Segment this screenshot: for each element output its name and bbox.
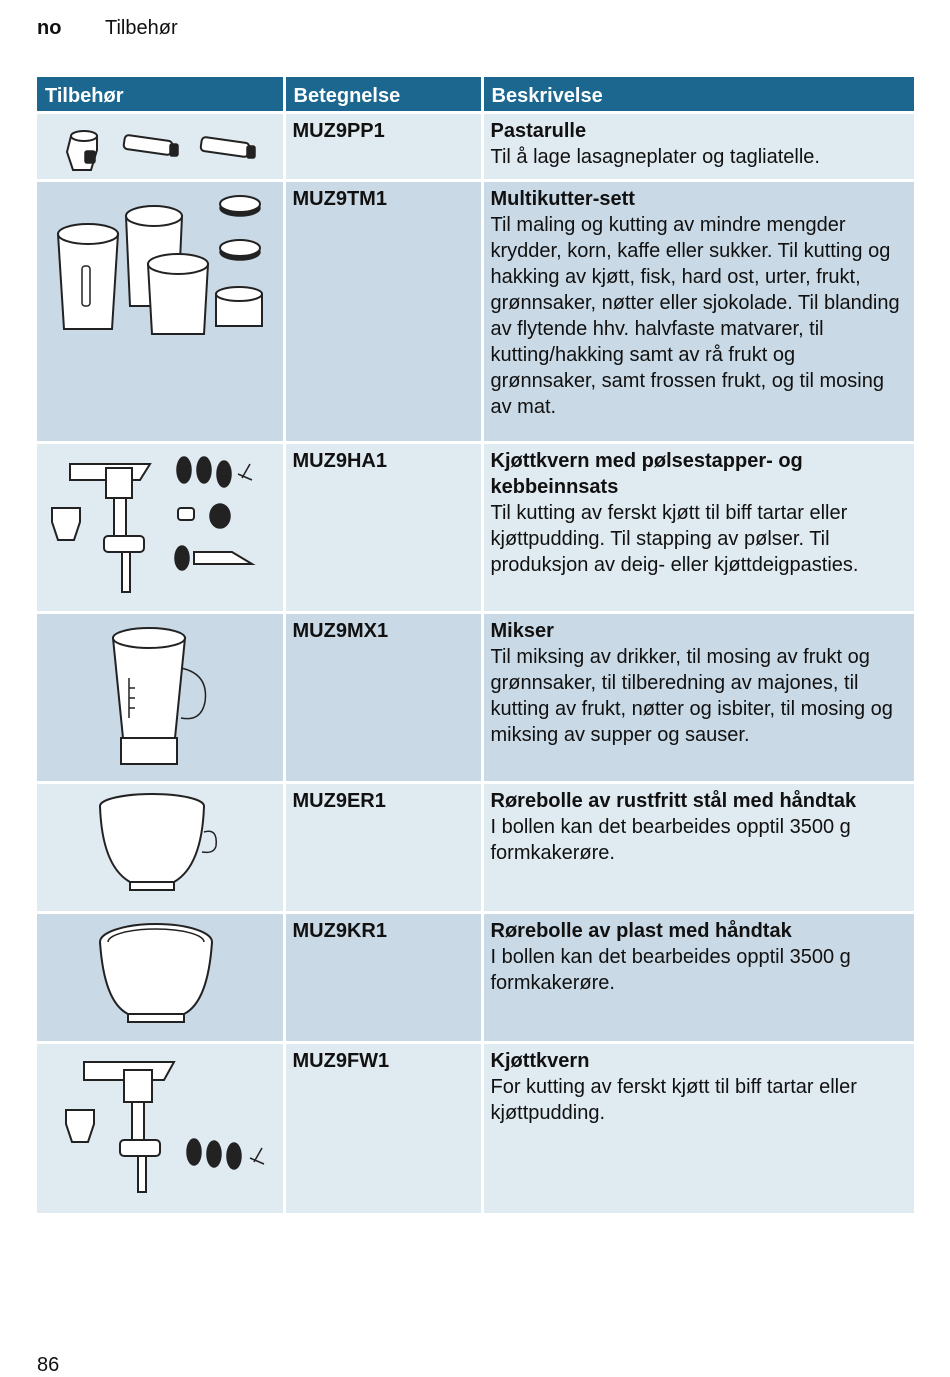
row-name: Rørebolle av plast med håndtak (490, 920, 792, 942)
row-name: Pastarulle (490, 120, 587, 142)
row-description (482, 443, 914, 613)
page-number: 86 (37, 1354, 60, 1376)
page-header (37, 17, 178, 40)
table-row (37, 113, 914, 181)
row-description (482, 181, 914, 443)
row-desc: Til å lage lasagneplater og tagliatelle. (490, 146, 820, 168)
row-name: Multikutter-sett (490, 188, 635, 210)
section-title: Tilbehør (105, 17, 178, 39)
language-code: no (37, 17, 62, 39)
row-code: MUZ9ER1 (284, 783, 482, 913)
row-code: MUZ9KR1 (284, 913, 482, 1043)
row-description (482, 1043, 914, 1213)
table-header-row (37, 77, 914, 113)
row-desc: Til kutting av ferskt kjøtt til biff tartar eller kjøttpudding. Til stapping av pølser. Til produksjon av deig- eller kjøttdeigpasties. (490, 502, 859, 576)
column-header-description: Beskrivelse (482, 77, 914, 113)
row-desc: Til maling og kutting av mindre mengder krydder, korn, kaffe eller sukker. Til kutting og hakking av kjøtt, fisk, hard ost, urter, frukt, grønnsaker, nøtter eller sjokolade. Til blanding av flytende hhv. halvfaste matvarer, til kutting/hakking samt av rå frukt og grønnsaker, samt frossen frukt, og til mosing av mat. (490, 214, 900, 418)
accessories-table (37, 77, 914, 1213)
column-header-accessory: Tilbehør (37, 77, 284, 113)
row-code: MUZ9TM1 (284, 181, 482, 443)
steel-bowl-icon (37, 783, 284, 913)
table-row (37, 613, 914, 783)
row-name: Kjøttkvern med pølsestapper- og kebbeinnsats (490, 450, 803, 498)
table-row (37, 443, 914, 613)
blender-icon (37, 613, 284, 783)
pasta-roller-icon (37, 113, 284, 181)
row-description (482, 783, 914, 913)
table-row (37, 783, 914, 913)
row-desc: Til miksing av drikker, til mosing av frukt og grønnsaker, til tilberedning av majones, til kutting av frukt, nøtter og isbiter, til mosing og miksing av supper og sauser. (490, 646, 893, 746)
row-code: MUZ9MX1 (284, 613, 482, 783)
table-row (37, 913, 914, 1043)
table-row (37, 1043, 914, 1213)
row-name: Mikser (490, 620, 554, 642)
row-desc: I bollen kan det bearbeides opptil 3500 g formkakerøre. (490, 816, 851, 864)
row-description (482, 913, 914, 1043)
table-row (37, 181, 914, 443)
row-description (482, 113, 914, 181)
column-header-designation: Betegnelse (284, 77, 482, 113)
row-code: MUZ9HA1 (284, 443, 482, 613)
multi-chopper-set-icon (37, 181, 284, 443)
row-code: MUZ9PP1 (284, 113, 482, 181)
plastic-bowl-icon (37, 913, 284, 1043)
row-name: Kjøttkvern (490, 1050, 590, 1072)
row-code: MUZ9FW1 (284, 1043, 482, 1213)
meat-grinder-icon (37, 1043, 284, 1213)
row-desc: For kutting av ferskt kjøtt til biff tartar eller kjøttpudding. (490, 1076, 857, 1124)
row-name: Rørebolle av rustfritt stål med håndtak (490, 790, 857, 812)
row-description (482, 613, 914, 783)
row-desc: I bollen kan det bearbeides opptil 3500 g formkakerøre. (490, 946, 851, 994)
meat-grinder-sausage-icon (37, 443, 284, 613)
